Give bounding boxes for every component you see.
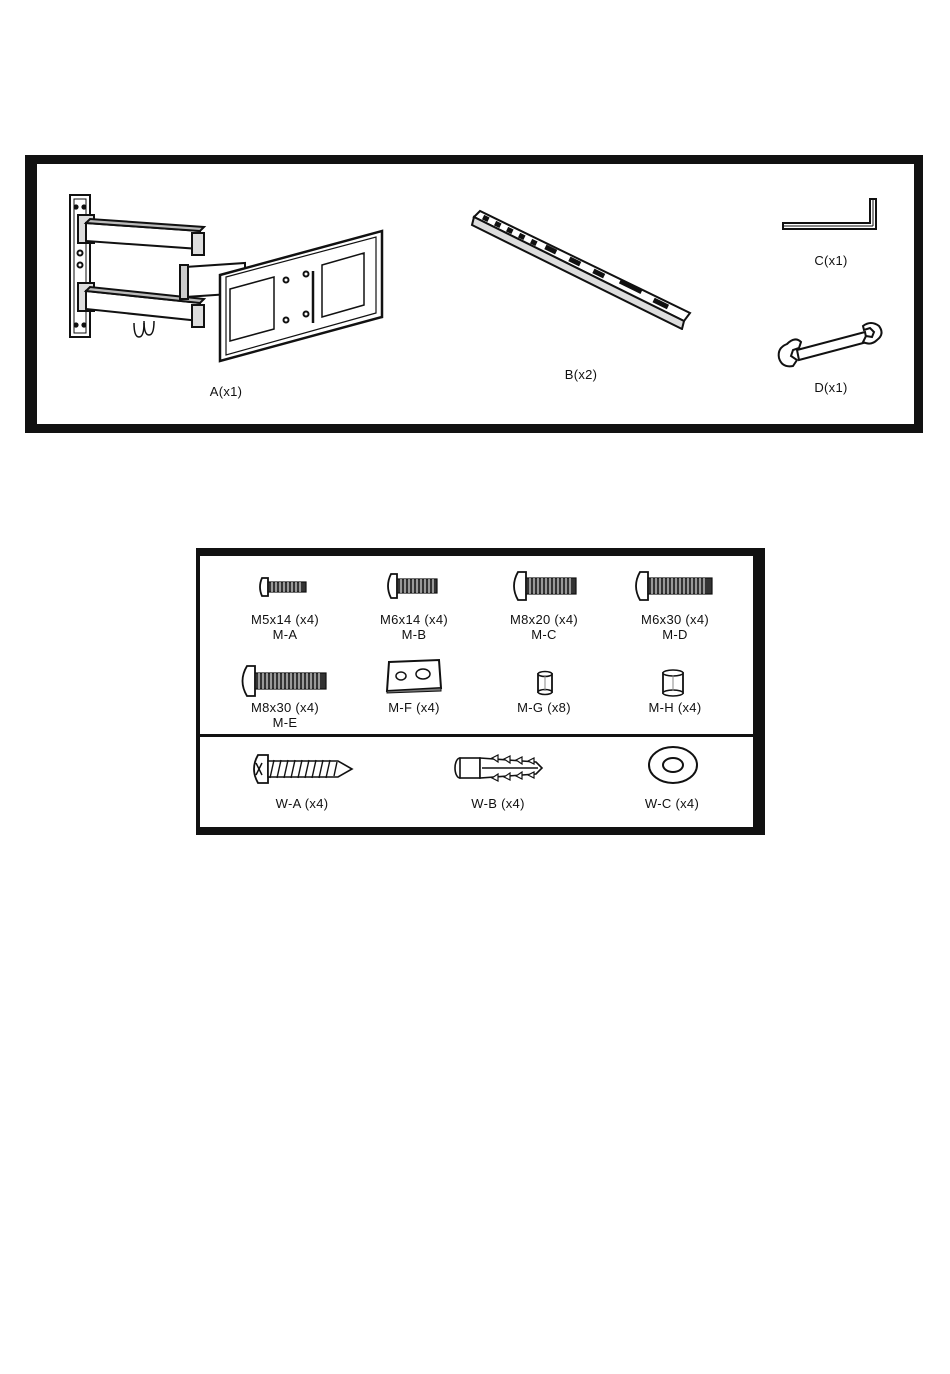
screw-m-b-icon	[385, 572, 441, 600]
hw-label-m-a: M5x14 (x4) M-A	[250, 612, 320, 642]
part-b-bracket	[470, 205, 695, 330]
spacer-m-h-icon	[661, 669, 685, 697]
washer-w-c-icon	[646, 744, 700, 786]
hw-label-m-h: M-H (x4)	[648, 700, 702, 715]
wood-screw-w-a-icon	[250, 752, 356, 786]
hw-label-m-b: M6x14 (x4) M-B	[379, 612, 449, 642]
hardware-divider	[196, 734, 756, 737]
part-d-wrench	[775, 320, 885, 375]
screw-m-d-icon	[632, 570, 716, 602]
part-d-label: D(x1)	[814, 380, 848, 395]
part-c-allen-key	[780, 195, 885, 240]
screw-m-c-icon	[510, 570, 580, 602]
plate-m-f-icon	[383, 658, 445, 694]
hw-label-m-d: M6x30 (x4) M-D	[640, 612, 710, 642]
part-a-label: A(x1)	[209, 384, 243, 399]
hw-label-m-g: M-G (x8)	[517, 700, 571, 715]
hw-label-w-a: W-A (x4)	[275, 796, 329, 811]
part-b-label: B(x2)	[564, 367, 598, 382]
anchor-w-b-icon	[452, 752, 544, 784]
spacer-m-g-icon	[536, 670, 554, 696]
part-c-label: C(x1)	[814, 253, 848, 268]
screw-m-a-icon	[258, 575, 312, 599]
hw-label-m-e: M8x30 (x4) M-E	[250, 700, 320, 730]
part-a-arm-mount	[60, 185, 400, 370]
hw-label-m-f: M-F (x4)	[388, 700, 440, 715]
hw-label-m-c: M8x20 (x4) M-C	[509, 612, 579, 642]
hw-label-w-c: W-C (x4)	[644, 796, 700, 811]
screw-m-e-icon	[238, 664, 330, 698]
hw-label-w-b: W-B (x4)	[471, 796, 525, 811]
